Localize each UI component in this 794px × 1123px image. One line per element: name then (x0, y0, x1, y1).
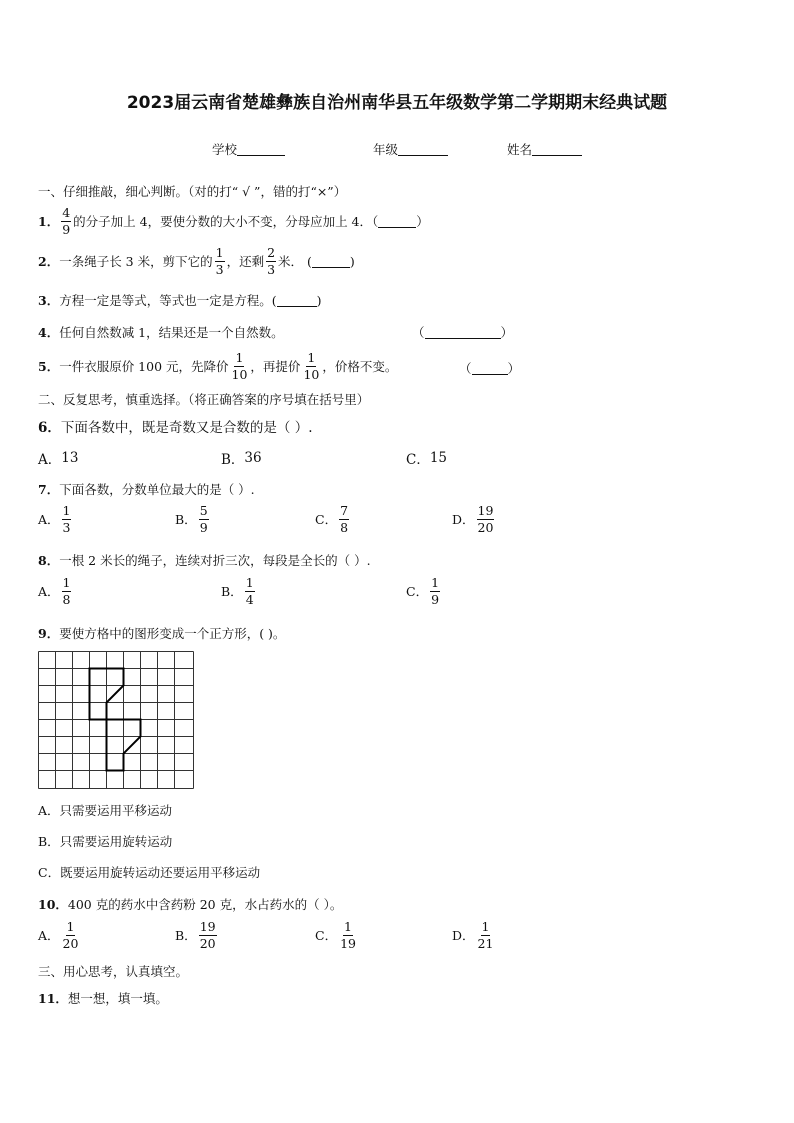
fraction: $\frac{4}{9}$ (62, 205, 71, 237)
question-4: 4． 任何自然数减 1，结果还是一个自然数。 (38, 325, 284, 340)
answer-blank[interactable] (472, 362, 508, 375)
q7-option-a[interactable]: A． $\frac{1}{3}$ (38, 503, 71, 535)
q6-option-c[interactable]: C． 15 (406, 450, 448, 468)
section-2-heading: 二、反复思考，慎重选择。（将正确答案的序号填在括号里） (38, 392, 370, 407)
question-9: 9． 要使方格中的图形变成一个正方形，( )。 (38, 626, 286, 641)
q9-option-c[interactable]: C． 既要运用旋转运动还要运用平移运动 (38, 865, 261, 880)
question-5-answer: （ ） (459, 361, 521, 376)
question-4-answer: （ ） (412, 325, 514, 340)
q10-option-c[interactable]: C． $\frac{1}{19}$ (315, 919, 356, 951)
question-7: 7． 下面各数，分数单位最大的是（ ）. (38, 482, 255, 497)
name-blank[interactable] (532, 143, 582, 156)
question-1: 1． $\frac{4}{9}$ 的分子加上 4，要使分数的大小不变，分母应加上 4．（ ） (38, 205, 429, 237)
question-6: 6． 下面各数中，既是奇数又是合数的是（ ）. (38, 420, 313, 436)
q6-option-a[interactable]: A． 13 (38, 450, 79, 468)
q7-option-c[interactable]: C． $\frac{7}{8}$ (315, 503, 349, 535)
grade-blank[interactable] (398, 143, 448, 156)
fraction: $\frac{2}{3}$ (267, 245, 276, 277)
q8-option-b[interactable]: B． $\frac{1}{4}$ (221, 575, 254, 607)
question-11: 11． 想一想，填一填。 (38, 991, 168, 1006)
grade-field: 年级 (373, 140, 448, 158)
school-blank[interactable] (237, 143, 285, 156)
question-2: 2． 一条绳子长 3 米，剪下它的 $\frac{1}{3}$ ，还剩 $\frac{2}{3}$ 米． ( ) (38, 245, 355, 277)
question-5: 5． 一件衣服原价 100 元，先降价 $\frac{1}{10}$ ，再提价 $\frac{1}{10}$ ，价格不变。 (38, 350, 398, 382)
q10-option-a[interactable]: A． $\frac{1}{20}$ (38, 919, 79, 951)
q7-option-b[interactable]: B． $\frac{5}{9}$ (175, 503, 208, 535)
square-grid-figure (38, 651, 194, 789)
question-3: 3． 方程一定是等式，等式也一定是方程。( ) (38, 292, 322, 308)
page-title: 2023届云南省楚雄彝族自治州南华县五年级数学第二学期期末经典试题 (126, 93, 668, 113)
q9-option-b[interactable]: B． 只需要运用旋转运动 (38, 834, 173, 849)
answer-blank[interactable] (425, 326, 501, 339)
fraction: $\frac{1}{3}$ (215, 245, 224, 277)
fraction: $\frac{1}{10}$ (303, 350, 320, 382)
question-8: 8． 一根 2 米长的绳子，连续对折三次，每段是全长的（ ）. (38, 553, 371, 568)
q10-option-b[interactable]: B． $\frac{19}{20}$ (175, 919, 216, 951)
section-3-heading: 三、用心思考，认真填空。 (38, 964, 189, 979)
q7-option-d[interactable]: D． $\frac{19}{20}$ (452, 503, 494, 535)
name-field: 姓名 (507, 140, 582, 158)
section-1-heading: 一、仔细推敲，细心判断。（对的打“ √ ”，错的打“×”） (38, 184, 347, 199)
q10-option-d[interactable]: D． $\frac{1}{21}$ (452, 919, 494, 951)
answer-blank[interactable] (312, 255, 350, 268)
q8-option-c[interactable]: C． $\frac{1}{9}$ (406, 575, 440, 607)
school-field: 学校 (212, 140, 285, 158)
question-10: 10． 400 克的药水中含药粉 20 克，水占药水的（ ）。 (38, 897, 343, 912)
q9-option-a[interactable]: A． 只需要运用平移运动 (38, 803, 173, 818)
answer-blank[interactable] (378, 215, 416, 228)
fraction: $\frac{1}{10}$ (231, 350, 248, 382)
q6-option-b[interactable]: B． 36 (221, 450, 262, 468)
q8-option-a[interactable]: A． $\frac{1}{8}$ (38, 575, 71, 607)
answer-blank[interactable] (277, 294, 317, 307)
